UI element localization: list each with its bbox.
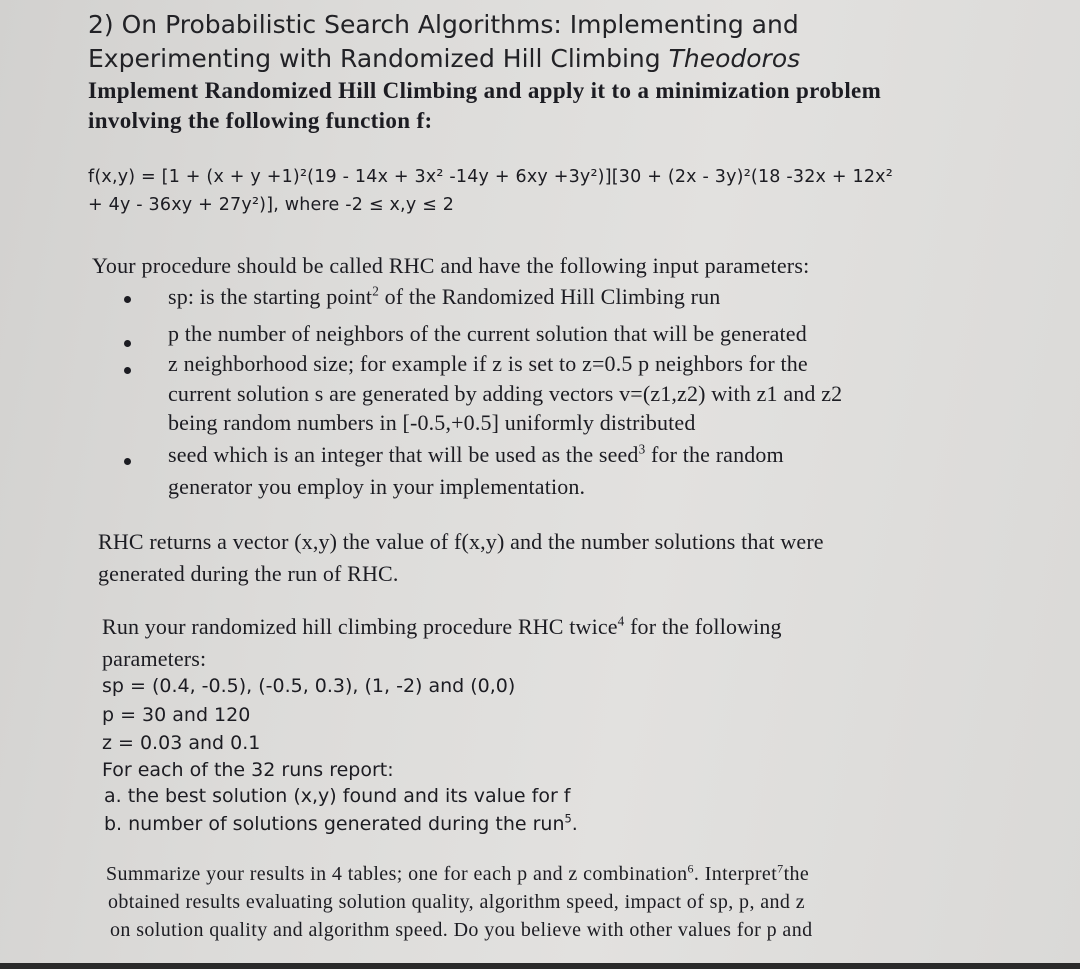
run-item-b-text: b. number of solutions generated during the run [104,813,565,835]
formula-line-1: f(x,y) = [1 + (x + y +1)²(19 - 14x + 3x² -14y + 6xy +3y²)][30 + (2x - 3y)²(18 -32x + 12x² [88,167,893,187]
summary-line-1-rest: the [783,863,810,885]
run-item-b-end: . [571,813,578,835]
bullet-sp [124,296,131,303]
heading-line-2-text: Experimenting with Randomized Hill Climbing [88,44,669,73]
run-z-values: z = 0.03 and 0.1 [102,732,261,754]
bullet-seed [124,458,131,465]
heading-line-1: 2) On Probabilistic Search Algorithms: Implementing and [88,10,799,39]
run-item-a: a. the best solution (x,y) found and its value for f [104,785,571,807]
param-z-line-2: current solution s are generated by adding vectors v=(z1,z2) with z1 and z2 [168,381,843,406]
run-line-2: parameters: [102,646,207,671]
footnote-2: 2 [372,283,379,299]
run-p-values: p = 30 and 120 [102,704,251,726]
summary-line-1-mid: . Interpret [693,863,778,885]
bullet-p [124,340,131,347]
returns-line-2: generated during the run of RHC. [98,561,399,586]
param-z-line-1: z neighborhood size; for example if z is set to z=0.5 p neighbors for the [168,351,808,376]
param-sp-rest: of the Randomized Hill Climbing run [378,284,721,309]
footnote-4: 4 [617,613,625,629]
run-sp-values: sp = (0.4, -0.5), (-0.5, 0.3), (1, -2) and (0,0) [102,675,516,697]
procedure-intro: Your procedure should be called RHC and have the following input parameters: [92,253,810,278]
param-seed-rest: for the random [645,442,784,467]
param-seed-text: seed which is an integer that will be used as the seed [168,442,639,467]
intro-line-2: involving the following function f: [88,108,433,133]
intro-line-1: Implement Randomized Hill Climbing and apply it to a minimization problem [88,78,882,103]
heading-line-2 [88,46,800,71]
param-seed-line-2: generator you employ in your implementation. [168,474,586,499]
param-p: p the number of neighbors of the current solution that will be generated [168,321,807,346]
param-seed-line-1 [168,441,784,467]
returns-line-1: RHC returns a vector (x,y) the value of f(x,y) and the number solutions that were [98,529,824,554]
run-line-1 [102,613,782,639]
summary-line-2: obtained results evaluating solution quality, algorithm speed, impact of sp, p, and z [108,891,806,913]
run-line-1-text: Run your randomized hill climbing procedure RHC twice [102,614,618,639]
formula-line-2: + 4y - 36xy + 27y²)], where -2 ≤ x,y ≤ 2 [88,195,455,215]
param-z-line-3: being random numbers in [-0.5,+0.5] uniformly distributed [168,410,696,435]
footnote-7: 7 [777,861,784,876]
footnote-6: 6 [687,861,694,876]
param-sp-text: sp: is the starting point [168,284,373,309]
run-line-1-rest: for the following [624,614,782,639]
run-report: For each of the 32 runs report: [102,759,394,781]
heading-author: Theodoros [668,44,801,73]
bullet-z [124,367,131,374]
summary-line-1 [106,861,810,885]
run-item-b [104,811,578,835]
param-sp [168,283,721,309]
footnote-3: 3 [638,441,646,457]
summary-line-1-text: Summarize your results in 4 tables; one for each p and z combination [106,863,688,885]
photo-bottom-edge [0,963,1080,969]
summary-line-3: on solution quality and algorithm speed. Do you believe with other values for p and [110,919,813,941]
footnote-5: 5 [564,811,572,826]
